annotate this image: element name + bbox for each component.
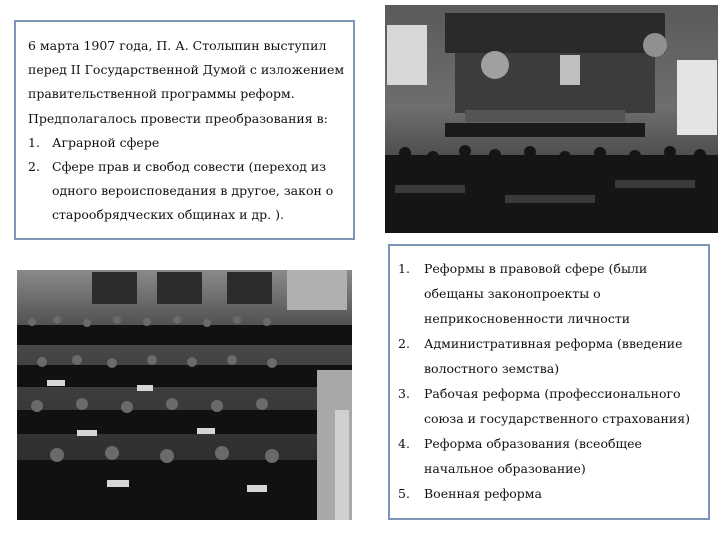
item-number: 3.	[398, 386, 410, 401]
duma-hall-photo	[385, 5, 718, 233]
duma-session-photo	[17, 270, 352, 520]
list-item	[398, 331, 700, 381]
item-text: обещаны законопроекты о	[424, 286, 601, 301]
item-number: 2.	[398, 336, 410, 351]
item-text: Административная реформа (введение	[424, 336, 683, 351]
item-text: Аграрной сфере	[52, 134, 160, 150]
list-item	[398, 481, 700, 506]
item-text: Реформы в правовой сфере (были	[424, 261, 648, 276]
list-item	[398, 431, 700, 481]
intro-line: Предполагалось провести преобразования в:	[28, 110, 328, 126]
item-text: одного вероисповедания в другое, закон о	[52, 183, 334, 199]
item-text: неприкосновенности личности	[424, 311, 631, 326]
item-text: начальное образование)	[424, 461, 586, 476]
intro-line: перед II Государственной Думой с изложением	[28, 62, 345, 78]
stolypin-program-textbox	[14, 20, 355, 240]
reforms-list-textbox	[388, 244, 710, 520]
list-item	[28, 155, 343, 228]
item-number: 5.	[398, 486, 410, 501]
item-text: союза и государственного страхования)	[424, 411, 690, 426]
item-text: старообрядческих общинах и др. ).	[52, 207, 284, 223]
list-item	[28, 131, 343, 155]
item-text: Военная реформа	[424, 486, 542, 501]
item-number: 1.	[28, 134, 40, 150]
item-text: волостного земства)	[424, 361, 560, 376]
list-item	[398, 381, 700, 431]
intro-line: 6 марта 1907 года, П. А. Столыпин выступил	[28, 38, 327, 53]
item-number: 4.	[398, 436, 410, 451]
item-number: 2.	[28, 159, 40, 175]
list-item	[398, 256, 700, 331]
item-text: Сфере прав и свобод совести (переход из	[52, 159, 327, 175]
item-text: Рабочая реформа (профессионального	[424, 386, 681, 401]
item-number: 1.	[398, 261, 410, 276]
intro-line: правительственной программы реформ.	[28, 86, 295, 102]
item-text: Реформа образования (всеобщее	[424, 436, 642, 451]
